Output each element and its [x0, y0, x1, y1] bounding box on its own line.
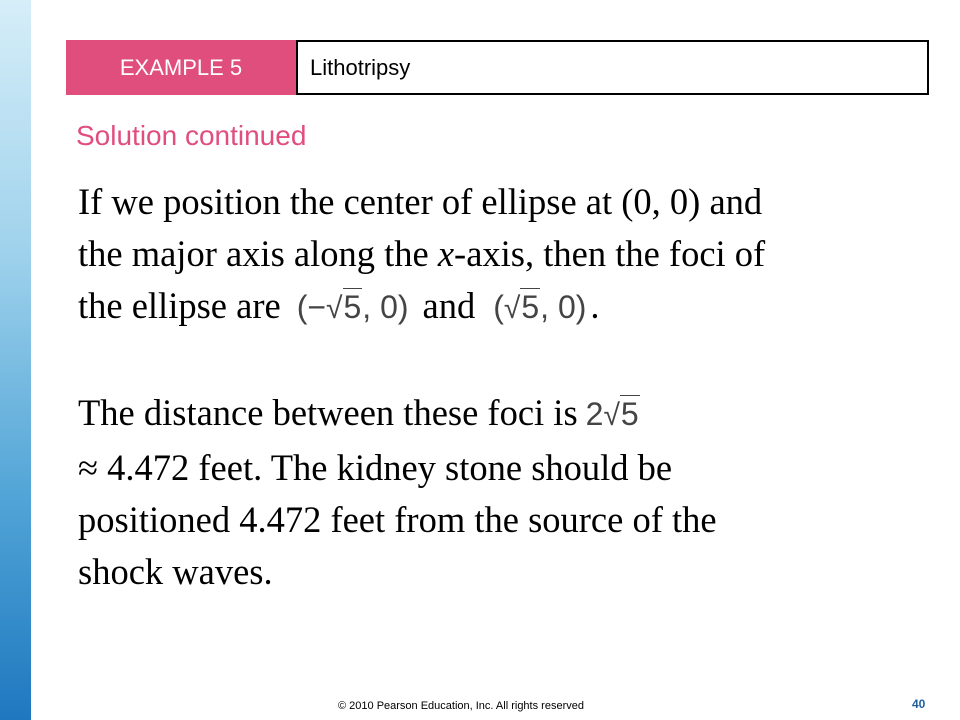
formula-part: , 0) — [540, 289, 587, 325]
subtitle: Solution continued — [76, 120, 307, 151]
text-line — [78, 387, 928, 442]
text-line — [78, 280, 928, 335]
distance-formula — [586, 388, 640, 442]
page-number: 40 — [912, 697, 926, 711]
formula-part: , 0) — [362, 289, 409, 325]
decorative-sidebar — [0, 0, 31, 720]
radicand: 5 — [521, 289, 540, 325]
example-label: EXAMPLE 5 — [66, 40, 296, 95]
radical-sign: √ — [603, 399, 620, 432]
slide-title — [296, 40, 929, 95]
radicand: 5 — [343, 289, 362, 325]
formula-part: ( — [493, 289, 504, 325]
text-span: the major axis along the — [78, 233, 438, 274]
text-line: ≈ 4.472 feet. The kidney stone should be — [78, 447, 673, 488]
text-span: -axis, then the foci of — [454, 233, 766, 274]
focus-negative-formula — [297, 281, 409, 335]
sqrt-expression — [326, 281, 362, 335]
slide-title-text: Lithotripsy — [310, 54, 411, 80]
text-line: positioned 4.472 feet from the source of the — [78, 499, 717, 540]
radicand: 5 — [620, 396, 639, 432]
text-line: If we position the center of ellipse at (0, 0) and — [78, 181, 763, 222]
sqrt-expression — [504, 281, 540, 335]
copyright-notice: © 2010 Pearson Education, Inc. All rights reserved — [338, 700, 584, 712]
text-line — [78, 228, 928, 280]
formula-part: (− — [296, 289, 327, 325]
text-span: and — [422, 285, 476, 326]
variable-x: x — [437, 233, 455, 274]
radical-sign: √ — [326, 292, 343, 325]
paragraph-distance — [78, 387, 928, 598]
sqrt-expression — [603, 388, 639, 442]
formula-part: 2 — [585, 396, 604, 432]
paragraph-foci — [78, 176, 928, 335]
text-span: . — [590, 285, 600, 326]
text-span: the ellipse are — [78, 285, 281, 326]
text-line: shock waves. — [78, 551, 273, 592]
slide-body — [78, 176, 928, 598]
text-span: The distance between these foci is — [78, 392, 578, 433]
radical-sign: √ — [503, 292, 521, 325]
focus-positive-formula — [493, 281, 586, 335]
